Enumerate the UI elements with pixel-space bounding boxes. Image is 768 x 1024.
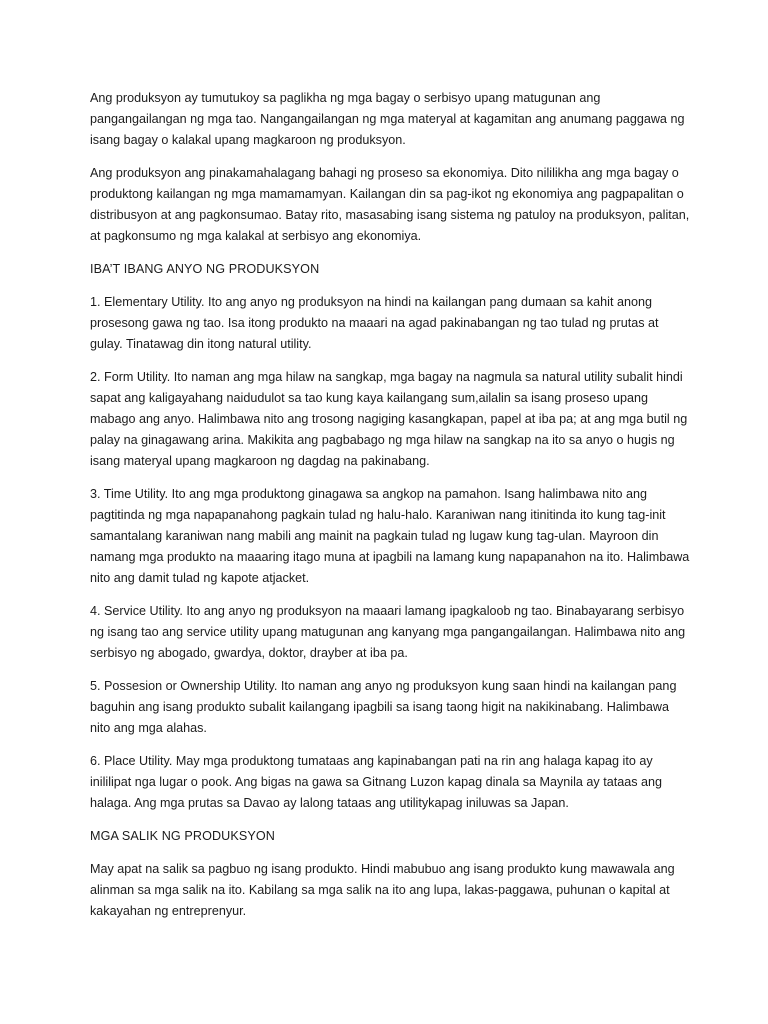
paragraph-economy: Ang produksyon ang pinakamahalagang bahagi ng proseso sa ekonomiya. Dito nililikha ang mga bagay o produktong kailangan ng mga mamamamyan. Kailangan din sa pag-ikot ng ekonomiya ang pagpapalitan o distribusyon at ang pagkonsumao. Batay rito, masasabing isang sistema ng patuloy na produksyon, palitan, at pagkonsumo ng mga kalakal at serbisyo ang ekonomiya.: [90, 166, 690, 243]
document-body: [90, 88, 690, 934]
paragraph-time-utility: 3. Time Utility. Ito ang mga produktong ginagawa sa angkop na pamahon. Isang halimbawa nito ang pagtitinda ng mga napapanahong pagkain tulad ng halu-halo. Karaniwan nang itinitinda ito kung tag-init samantalang karaniwan nang mabili ang mainit na pagkain tulad ng lugaw kung tag-ulan. Mayroon din namang mga produkto na maaaring itago muna at ipagbili na lamang kung napapanahon na ito. Halimbawa nito ang damit tulad ng kapote atjacket.: [90, 487, 690, 585]
paragraph-elementary-utility: 1. Elementary Utility. Ito ang anyo ng produksyon na hindi na kailangan pang dumaan sa kahit anong prosesong gawa ng tao. Isa itong produkto na maaari na agad pakinabangan ng tao tulad ng prutas at gulay. Tinatawag din itong natural utility.: [90, 295, 659, 351]
paragraph-ownership-utility: 5. Possesion or Ownership Utility. Ito naman ang anyo ng produksyon kung saan hindi na kailangan pang baguhin ang isang produkto subalit kailangang ipagbili sa isang taong higit na nakikinabang. Halimbawa nito ang mga alahas.: [90, 679, 677, 735]
paragraph-service-utility: 4. Service Utility. Ito ang anyo ng produksyon na maaari lamang ipagkaloob ng tao. Binabayarang serbisyo ng isang tao ang service utility upang matugunan ang kanyang mga pangangailangan. Halimbawa nito ang serbisyo ng abogado, gwardya, doktor, drayber at iba pa.: [90, 604, 686, 660]
paragraph-salik: May apat na salik sa pagbuo ng isang produkto. Hindi mabubuo ang isang produkto kung mawawala ang alinman sa mga salik na ito. Kabilang sa mga salik na ito ang lupa, lakas-paggawa, puhunan o kapital at kakayahan ng entreprenyur.: [90, 862, 675, 918]
paragraph-form-utility: 2. Form Utility. Ito naman ang mga hilaw na sangkap, mga bagay na nagmula sa natural utility subalit hindi sapat ang kaligayahang naidudulot sa tao kung kaya kailangang sum,ailalin sa isang proseso upang mabago ang anyo. Halimbawa nito ang trosong nagiging kasangkapan, papel at iba pa; at ang mga butil ng palay na ginagawang arina. Makikita ang pagbabago ng mga hilaw na sangkap na ito sa anyo o hugis ng isang materyal upang magkaroon ng dagdag na pakinabang.: [90, 370, 688, 468]
paragraph-place-utility: 6. Place Utility. May mga produktong tumataas ang kapinabangan pati na rin ang halaga kapag ito ay inililipat nga lugar o pook. Ang bigas na gawa sa Gitnang Luzon kapag dinala sa Maynila ay tataas ang halaga. Ang mga prutas sa Davao ay lalong tataas ang utilitykapag iniluwas sa Japan.: [90, 754, 663, 810]
section-heading-salik: MGA SALIK NG PRODUKSYON: [90, 829, 275, 843]
paragraph-intro: Ang produksyon ay tumutukoy sa paglikha ng mga bagay o serbisyo upang matugunan ang pangangailangan ng mga tao. Nangangailangan ng mga materyal at kagamitan ang anumang paggawa ng isang bagay o kalakal upang magkaroon ng produksyon.: [90, 91, 685, 147]
section-heading-anyo: IBA’T IBANG ANYO NG PRODUKSYON: [90, 262, 320, 276]
